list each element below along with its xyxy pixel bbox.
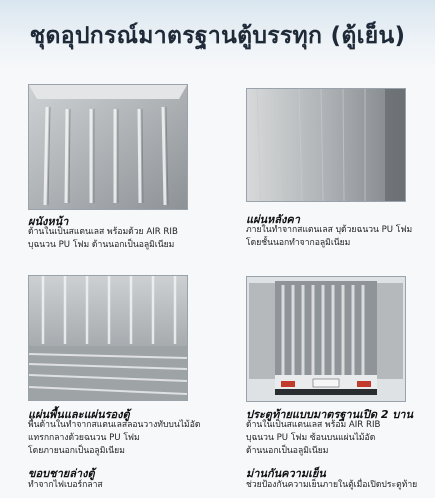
floor-panel-desc-2: แทรกกลางด้วยฉนวน PU โฟม bbox=[28, 433, 140, 443]
floor-panel-desc-3: โดยภายนอกเป็นอลูมิเนียม bbox=[28, 446, 125, 456]
roof-panel-photo bbox=[246, 88, 406, 202]
cold-curtain-title: ม่านกันความเย็น bbox=[246, 467, 326, 480]
front-wall-desc-1: ด้านในเป็นสแตนเลส พร้อมด้วย AIR RIB bbox=[28, 227, 178, 237]
roof-panel-desc-2: โดยชั้นนอกทำจากอลูมิเนียม bbox=[246, 238, 351, 248]
rear-doors-title: ประตูท้ายแบบมาตรฐานเปิด 2 บาน bbox=[246, 408, 413, 421]
rear-doors-desc-2: บุฉนวน PU โฟม ซ้อนบนแผ่นไม้อัด bbox=[246, 433, 376, 443]
floor-panel-title: แผ่นพื้นและแผ่นรองตู้ bbox=[28, 408, 130, 421]
roof-panel-title: แผ่นหลังคา bbox=[246, 213, 300, 226]
front-wall-title: ผนังหน้า bbox=[28, 215, 69, 228]
floor-panel-desc-1: พื้นด้านในทำจากสแตนเลสลอนวางทับบนไม้อัด bbox=[28, 420, 201, 430]
front-wall-desc-2: บุฉนวน PU โฟม ด้านนอกเป็นอลูมิเนียม bbox=[28, 240, 175, 250]
skirt-title: ขอบชายล่างตู้ bbox=[28, 467, 95, 480]
cold-curtain-desc-1: ช่วยป้องกันความเย็นภายในตู้เมื่อเปิดประตูท้าย bbox=[246, 480, 418, 490]
skirt-desc-1: ทำจากไฟเบอร์กลาส bbox=[28, 480, 103, 490]
rear-doors-desc-1: ด้านในเป็นสแตนเลส พร้อม AIR RIB bbox=[246, 420, 381, 430]
page-title: ชุดอุปกรณ์มาตรฐานตู้บรรทุก (ตู้เย็น) bbox=[29, 23, 406, 49]
front-wall-photo bbox=[28, 84, 188, 210]
rear-doors-desc-3: ด้านนอกเป็นอลูมิเนียม bbox=[246, 446, 329, 456]
rear-doors-photo bbox=[246, 276, 406, 402]
roof-panel-desc-1: ภายในทำจากสแตนเลส บุด้วยฉนวน PU โฟม bbox=[246, 225, 413, 235]
floor-panel-photo bbox=[28, 275, 188, 401]
